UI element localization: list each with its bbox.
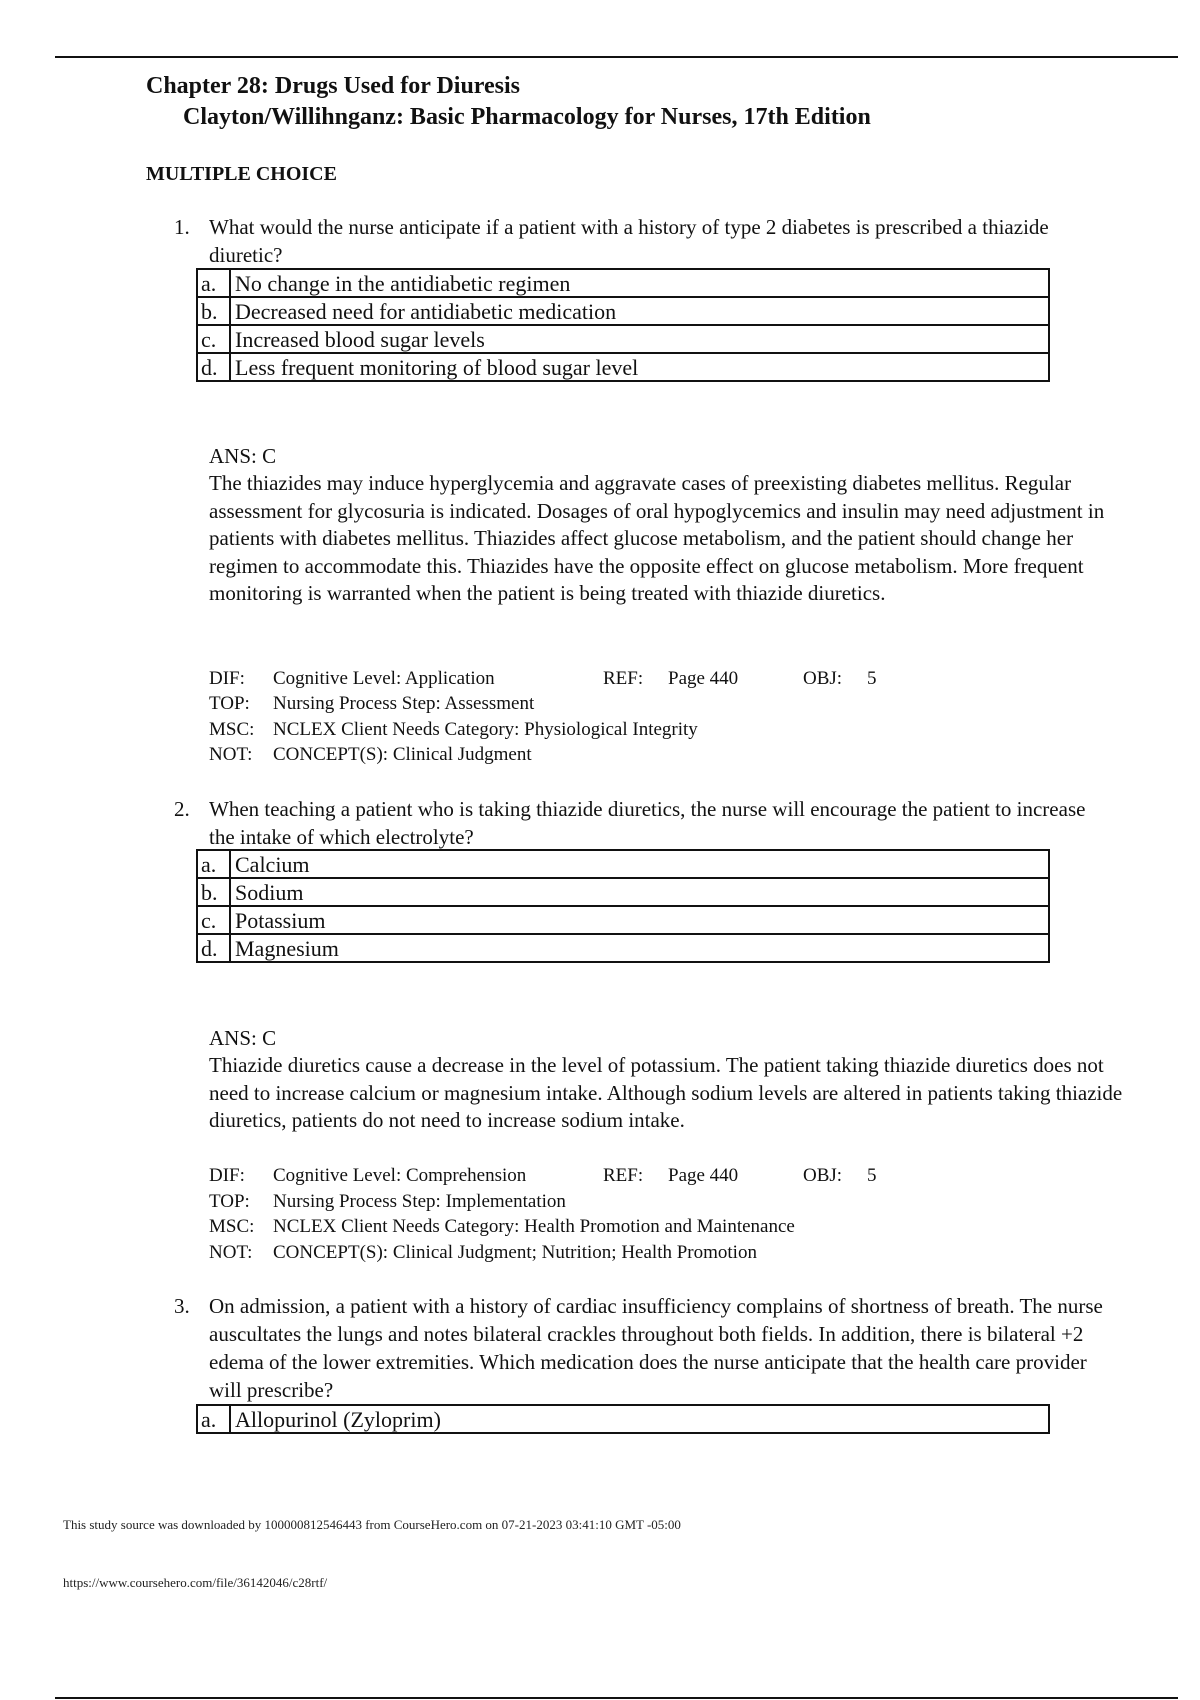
msc-value: NCLEX Client Needs Category: Physiological Integrity	[273, 719, 698, 740]
choices-table	[196, 849, 1050, 963]
meta-line-msc	[209, 1214, 795, 1240]
top-value: Nursing Process Step: Assessment	[273, 693, 535, 714]
meta-line-top	[209, 1189, 566, 1215]
dif-value: Cognitive Level: Application	[273, 668, 495, 689]
chapter-title: Chapter 28: Drugs Used for Diuresis	[146, 73, 521, 99]
choice-letter: a.	[197, 1405, 230, 1433]
ref-value: Page 440	[668, 668, 739, 689]
meta-line-top	[209, 691, 534, 717]
top-label: TOP:	[209, 693, 250, 714]
choice-text: No change in the antidiabetic regimen	[230, 269, 1049, 297]
answer: ANS: C	[209, 1026, 277, 1050]
dif-label: DIF:	[209, 668, 245, 689]
meta-line-dif	[209, 666, 877, 692]
msc-label: MSC:	[209, 1216, 255, 1237]
not-value: CONCEPT(S): Clinical Judgment; Nutrition; Health Promotion	[273, 1242, 757, 1263]
question-text: When teaching a patient who is taking thiazide diuretics, the nurse will encourage the patient to increase the intake of which electrolyte?	[209, 797, 1086, 849]
answer: ANS: C	[209, 444, 277, 468]
choice-letter: d.	[197, 934, 230, 962]
choice-row[interactable]	[197, 878, 1049, 906]
top-rule	[55, 56, 1178, 58]
choice-text: Less frequent monitoring of blood sugar level	[230, 353, 1049, 381]
not-label: NOT:	[209, 744, 253, 765]
choice-letter: c.	[197, 906, 230, 934]
choice-row[interactable]	[197, 934, 1049, 962]
choice-text: Sodium	[230, 878, 1049, 906]
meta-line-msc	[209, 717, 698, 743]
dif-value: Cognitive Level: Comprehension	[273, 1165, 527, 1186]
msc-value: NCLEX Client Needs Category: Health Promotion and Maintenance	[273, 1216, 795, 1237]
download-notice: This study source was downloaded by 100000812546443 from CourseHero.com on 07-21-2023 03:41:10 GMT -05:00	[63, 1517, 681, 1532]
choice-row[interactable]	[197, 269, 1049, 297]
obj-value: 5	[867, 668, 877, 689]
choice-row[interactable]	[197, 906, 1049, 934]
not-value: CONCEPT(S): Clinical Judgment	[273, 744, 532, 765]
choice-row[interactable]	[197, 297, 1049, 325]
choice-text: Potassium	[230, 906, 1049, 934]
choice-text: Calcium	[230, 850, 1049, 878]
choice-letter: a.	[197, 850, 230, 878]
choice-row[interactable]	[197, 1405, 1049, 1433]
question-number: 2.	[174, 797, 190, 821]
ref-label: REF:	[603, 1165, 644, 1186]
choice-row[interactable]	[197, 353, 1049, 381]
choices-table	[196, 1404, 1050, 1434]
obj-value: 5	[867, 1165, 877, 1186]
choice-text: Decreased need for antidiabetic medication	[230, 297, 1049, 325]
not-label: NOT:	[209, 1242, 253, 1263]
choice-letter: b.	[197, 297, 230, 325]
source-url[interactable]: https://www.coursehero.com/file/36142046/c28rtf/	[63, 1575, 328, 1590]
choice-letter: b.	[197, 878, 230, 906]
obj-label: OBJ:	[803, 1165, 843, 1186]
choices-table	[196, 268, 1050, 382]
rationale: Thiazide diuretics cause a decrease in the level of potassium. The patient taking thiazide diuretics does not need to increase calcium or magnesium intake. Although sodium levels are altered in patients taking thiazide diuretics, patients do not need to increase sodium intake.	[209, 1053, 1123, 1132]
meta-line-not	[209, 1240, 757, 1266]
ref-label: REF:	[603, 668, 644, 689]
top-label: TOP:	[209, 1191, 250, 1212]
msc-label: MSC:	[209, 719, 255, 740]
question-number: 1.	[174, 215, 190, 239]
choice-letter: c.	[197, 325, 230, 353]
choice-text: Allopurinol (Zyloprim)	[230, 1405, 1049, 1433]
choice-letter: a.	[197, 269, 230, 297]
obj-label: OBJ:	[803, 668, 843, 689]
book-title: Clayton/Willihnganz: Basic Pharmacology for Nurses, 17th Edition	[183, 104, 871, 130]
bottom-rule	[55, 1697, 1178, 1699]
choice-letter: d.	[197, 353, 230, 381]
meta-line-not	[209, 742, 532, 768]
ref-value: Page 440	[668, 1165, 739, 1186]
section-heading: MULTIPLE CHOICE	[146, 163, 337, 185]
choice-text: Increased blood sugar levels	[230, 325, 1049, 353]
rationale: The thiazides may induce hyperglycemia and aggravate cases of preexisting diabetes mellitus. Regular assessment for glycosuria is indicated. Dosages of oral hypoglycemics and insulin may need adjustment in patients with diabetes mellitus. Thiazides affect glucose metabolism, and the patient should change her regimen to accommodate this. Thiazides have the opposite effect on glucose metabolism. More frequent monitoring is warranted when the patient is being treated with thiazide diuretics.	[209, 471, 1105, 605]
question-text: What would the nurse anticipate if a patient with a history of type 2 diabetes is prescribed a thiazide diuretic?	[209, 215, 1049, 267]
question-text: On admission, a patient with a history of cardiac insufficiency complains of shortness of breath. The nurse auscultates the lungs and notes bilateral crackles throughout both fields. In addition, there is bilateral +2 edema of the lower extremities. Which medication does the nurse anticipate that the health care provider will prescribe?	[209, 1294, 1103, 1402]
choice-text: Magnesium	[230, 934, 1049, 962]
choice-row[interactable]	[197, 325, 1049, 353]
meta-line-dif	[209, 1163, 877, 1189]
choice-row[interactable]	[197, 850, 1049, 878]
dif-label: DIF:	[209, 1165, 245, 1186]
question-number: 3.	[174, 1294, 190, 1318]
top-value: Nursing Process Step: Implementation	[273, 1191, 566, 1212]
